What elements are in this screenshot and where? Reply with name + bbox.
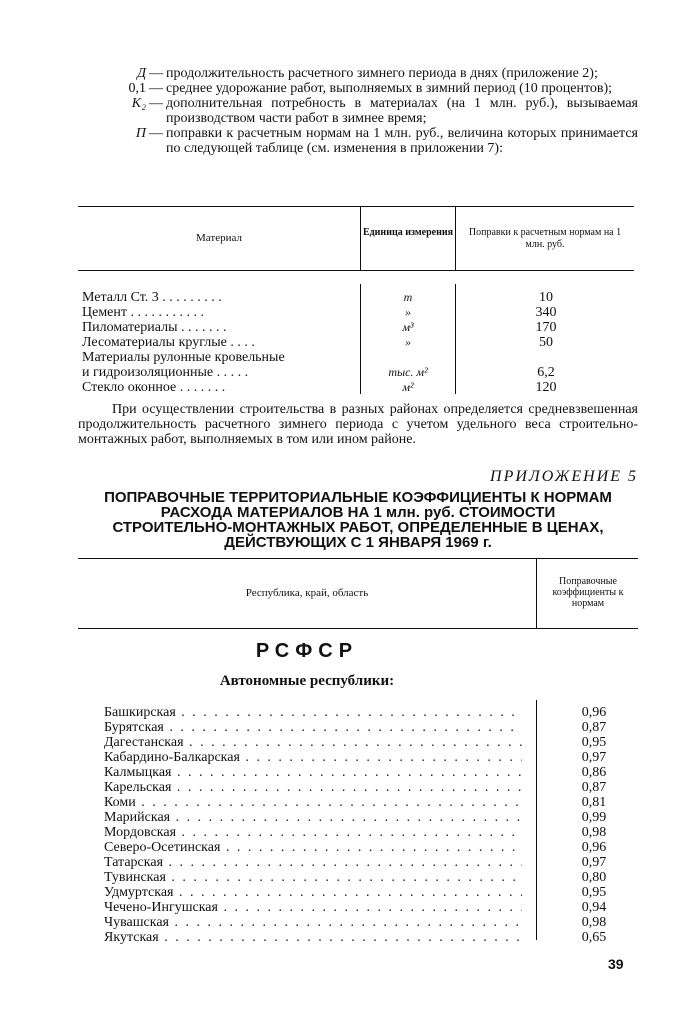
definition-term: K₂ (131, 96, 146, 111)
header-unit: Единица измерения (362, 227, 454, 238)
table-row: Материалы рулонные кровельные (82, 350, 285, 365)
appendix-label: ПРИЛОЖЕНИЕ 5 (490, 468, 638, 485)
definition-term: Д (137, 66, 146, 81)
table-rule (78, 206, 634, 207)
table-rule (78, 270, 634, 271)
table-row: Лесоматериалы круглые . . . . » 50 (82, 335, 553, 350)
section-heading: РСФСР (255, 640, 359, 662)
table-row: Кабардино-Балкарская . . . 0,97 (104, 750, 640, 765)
body-paragraph: При осуществлении строительства в разных районах определяется средневзвешенная продолжительность расчетного зимнего периода с учетом удельного веса строительно-монтажных работ, выполняемых в том или ином районе. (78, 402, 638, 447)
definitions-list (108, 66, 638, 156)
table-rule (78, 628, 638, 629)
definition-text: дополнительная потребность в материалах (на 1 млн. руб.), вызываемая производством части работ в зимнее время; (166, 96, 638, 126)
table-row: Бурятская . . . 0,87 (104, 720, 640, 735)
table-row: Стекло оконное . . . . . . . м² 120 (82, 380, 557, 395)
definition-item: П — поправки к расчетным нормам на 1 млн. руб., величина которых принимается по следующей таблице (см. изменения в приложении 7): (108, 126, 638, 156)
table-row: Чечено-Ингушская . . . 0,94 (104, 900, 640, 915)
definition-item: 0,1 — среднее удорожание работ, выполняемых в зимний период (10 процентов); (108, 81, 638, 96)
definition-term: 0,1 (128, 81, 146, 96)
header-correction: Поправки к расчетным нормам на 1 млн. руб. (468, 227, 622, 250)
table-row: Северо-Осетинская . . . 0,96 (104, 840, 640, 855)
header-coefficient: Поправочные коэффициенты к нормам (552, 576, 624, 609)
table-row: Металл Ст. 3 . . . . . . . . . т 10 (82, 290, 553, 305)
subsection-heading: Автономные республики: (219, 673, 395, 689)
table-row: Марийская . . . 0,99 (104, 810, 640, 825)
table-rule (78, 558, 638, 559)
table-row: Пиломатериалы . . . . . . . м³ 170 (82, 320, 557, 335)
table-row: Карельская . . . 0,87 (104, 780, 640, 795)
table-row: Татарская . . . 0,97 (104, 855, 640, 870)
table-row: Чувашская . . . 0,98 (104, 915, 640, 930)
section-title: ПОПРАВОЧНЫЕ ТЕРРИТОРИАЛЬНЫЕ КОЭФФИЦИЕНТЫ К НОРМАМ РАСХОДА МАТЕРИАЛОВ НА 1 млн. руб. СТОИМОСТИ СТРОИТЕЛЬНО-МОНТАЖНЫХ РАБОТ, ОПРЕДЕЛЕННЫЕ В ЦЕНАХ, ДЕЙСТВУЮЩИХ С 1 ЯНВАРЯ 1969 г. (104, 489, 612, 551)
table-row: Дагестанская . . . 0,95 (104, 735, 640, 750)
table-row: Якутская . . . 0,65 (104, 930, 640, 945)
definition-text: среднее удорожание работ, выполняемых в зимний период (10 процентов); (166, 81, 613, 96)
definition-term: П (135, 126, 146, 141)
header-material: Материал (196, 232, 242, 244)
table-row: Коми . . . 0,81 (104, 795, 640, 810)
definition-item: Д — продолжительность расчетного зимнего периода в днях (приложение 2); (108, 66, 638, 81)
table-row: Мордовская . . . 0,98 (104, 825, 640, 840)
table-row: Удмуртская . . . 0,95 (104, 885, 640, 900)
table-row: Цемент . . . . . . . . . . . » 340 (82, 305, 557, 320)
definition-text: продолжительность расчетного зимнего периода в днях (приложение 2); (166, 66, 598, 81)
definition-item: K₂ — дополнительная потребность в материалах (на 1 млн. руб.), вызываемая производством части работ в зимнее время; (108, 96, 638, 126)
table-row: и гидроизоляционные . . . . . тыс. м² 6,2 (82, 365, 555, 380)
table-row: Тувинская . . . 0,80 (104, 870, 640, 885)
definition-text: поправки к расчетным нормам на 1 млн. руб., величина которых принимается по следующей таблице (см. изменения в приложении 7): (166, 126, 638, 156)
page-number: 39 (608, 956, 624, 972)
table-row: Калмыцкая . . . 0,86 (104, 765, 640, 780)
header-region: Республика, край, область (245, 587, 369, 599)
table-row: Башкирская . . . 0,96 (104, 705, 640, 720)
